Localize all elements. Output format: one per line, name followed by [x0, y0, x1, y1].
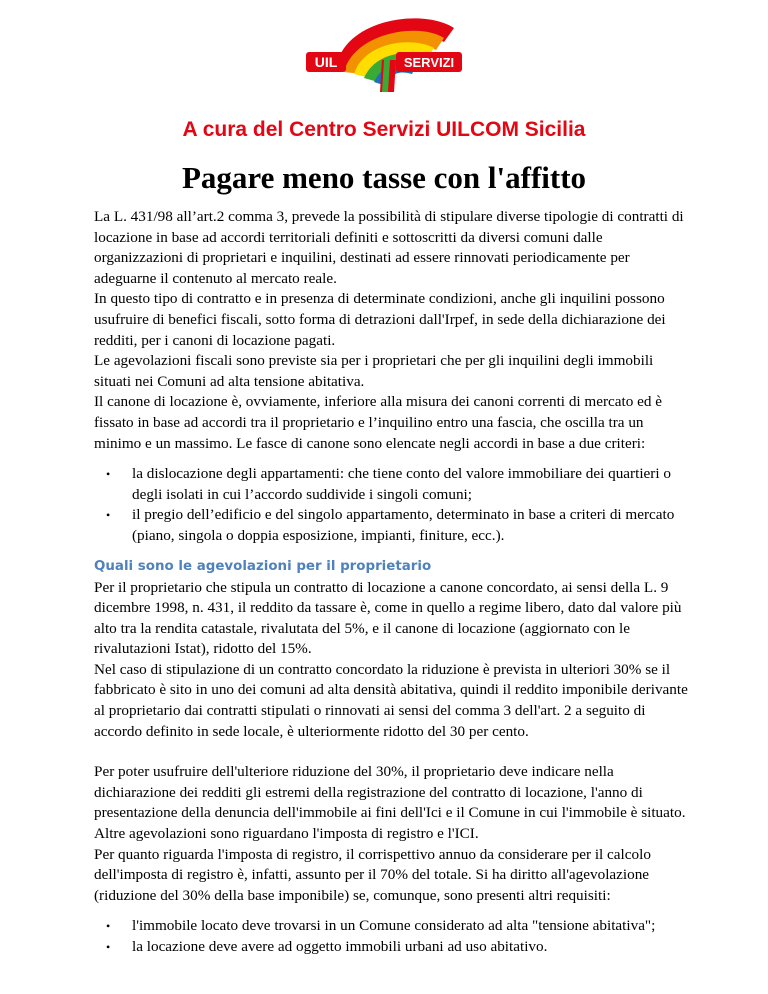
section-paragraph: Per poter usufruire dell'ulteriore riduzione del 30%, il proprietario deve indicare nella dichiarazione dei redditi gli estremi della registrazione del contratto di locazione, l'anno di presentazione della denuncia dell'immobile ai fini dell'Ici e il Comune in cui l'immobile è situato. [94, 763, 686, 822]
criteria-list [94, 464, 694, 546]
document-body [94, 207, 694, 968]
organization-title: A cura del Centro Servizi UILCOM Sicilia [182, 118, 586, 141]
list-item-text: la locazione deve avere ad oggetto immobili urbani ad uso abitativo. [132, 938, 548, 955]
section-paragraph: Per il proprietario che stipula un contratto di locazione a canone concordato, ai sensi della L. 9 dicembre 1998, n. 431, il reddito da tassare è, come in quello a regime libero, dato dal valore più alto tra la rendita catastale, rivalutata del 5%, e il canone di locazione (aggiornato con le rivalutazioni Istat), ridotto del 15%. [94, 578, 682, 658]
paragraph-gap [94, 742, 694, 762]
list-item [106, 937, 694, 958]
bullet-icon: • [106, 467, 111, 482]
section-paragraph: Altre agevolazioni sono riguardano l'imposta di registro e l'ICI. [94, 825, 479, 843]
section-heading: Quali sono le agevolazioni per il proprietario [94, 558, 432, 574]
bullet-icon: • [106, 508, 111, 523]
uil-servizi-logo [304, 8, 464, 100]
list-item [106, 916, 694, 937]
list-item [106, 464, 694, 505]
list-item-text: l'immobile locato deve trovarsi in un Comune considerato ad alta "tensione abitativa"; [132, 917, 656, 935]
intro-paragraph: In questo tipo di contratto e in presenza di determinate condizioni, anche gli inquilini possono usufruire di benefici fiscali, sotto forma di detrazioni dall'Irpef, in sede della dichiarazione dei redditi, per i canoni di locazione pagati. [94, 290, 666, 349]
requirements-list [94, 916, 694, 957]
intro-paragraph: Il canone di locazione è, ovviamente, inferiore alla misura dei canoni correnti di mercato ed è fissato in base ad accordi tra il proprietario e l’inquilino entro una fascia, che oscilla tra un minimo e un massimo. Le fasce di canone sono elencate negli accordi in base a due criteri: [94, 393, 663, 452]
list-item [106, 505, 694, 546]
intro-paragraph: Le agevolazioni fiscali sono previste sia per i proprietari che per gli inquilini degli immobili situati nei Comuni ad alta tensione abitativa. [94, 352, 654, 390]
list-item-text: il pregio dell’edificio e del singolo appartamento, determinato in base a criteri di mercato (piano, singola o doppia esposizione, impianti, finiture, ecc.). [132, 506, 675, 544]
document-title: Pagare meno tasse con l'affitto [181, 160, 587, 195]
bullet-icon: • [106, 940, 111, 954]
section-paragraph: Per quanto riguarda l'imposta di registro, il corrispettivo annuo da considerare per il calcolo dell'imposta di registro è, infatti, assunto per il 70% del totale. Si ha diritto all'agevolazione (riduzione del 30% della base imponibile) se, comunque, sono presenti altri requisiti: [94, 845, 651, 904]
section-paragraph: Nel caso di stipulazione di un contratto concordato la riduzione è prevista in ulteriori 30% se il fabbricato è sito in uno dei comuni ad alta densità abitativa, quindi il reddito imponibile derivante al proprietario dai contratti stipulati o rinnovati ai sensi del comma 3 dell'art. 2 a seguito di accordo definito in sede locale, è ulteriormente ridotto del 30 per cento. [94, 660, 688, 740]
intro-paragraph: La L. 431/98 all’art.2 comma 3, prevede la possibilità di stipulare diverse tipologie di contratti di locazione in base ad accordi territoriali definiti e sottoscritti da diversi comuni dalle organizzazioni di proprietari e inquilini, destinati ad essere rinnovati periodicamente per adeguarne il contenuto al mercato reale. [94, 208, 684, 287]
logo-uil-text: UIL [314, 54, 338, 70]
bullet-icon: • [106, 919, 111, 934]
logo-servizi-text: SERVIZI [403, 55, 455, 70]
list-item-text: la dislocazione degli appartamenti: che tiene conto del valore immobiliare dei quartieri o degli isolati in cui l’accordo suddivide i singoli comuni; [132, 465, 671, 503]
